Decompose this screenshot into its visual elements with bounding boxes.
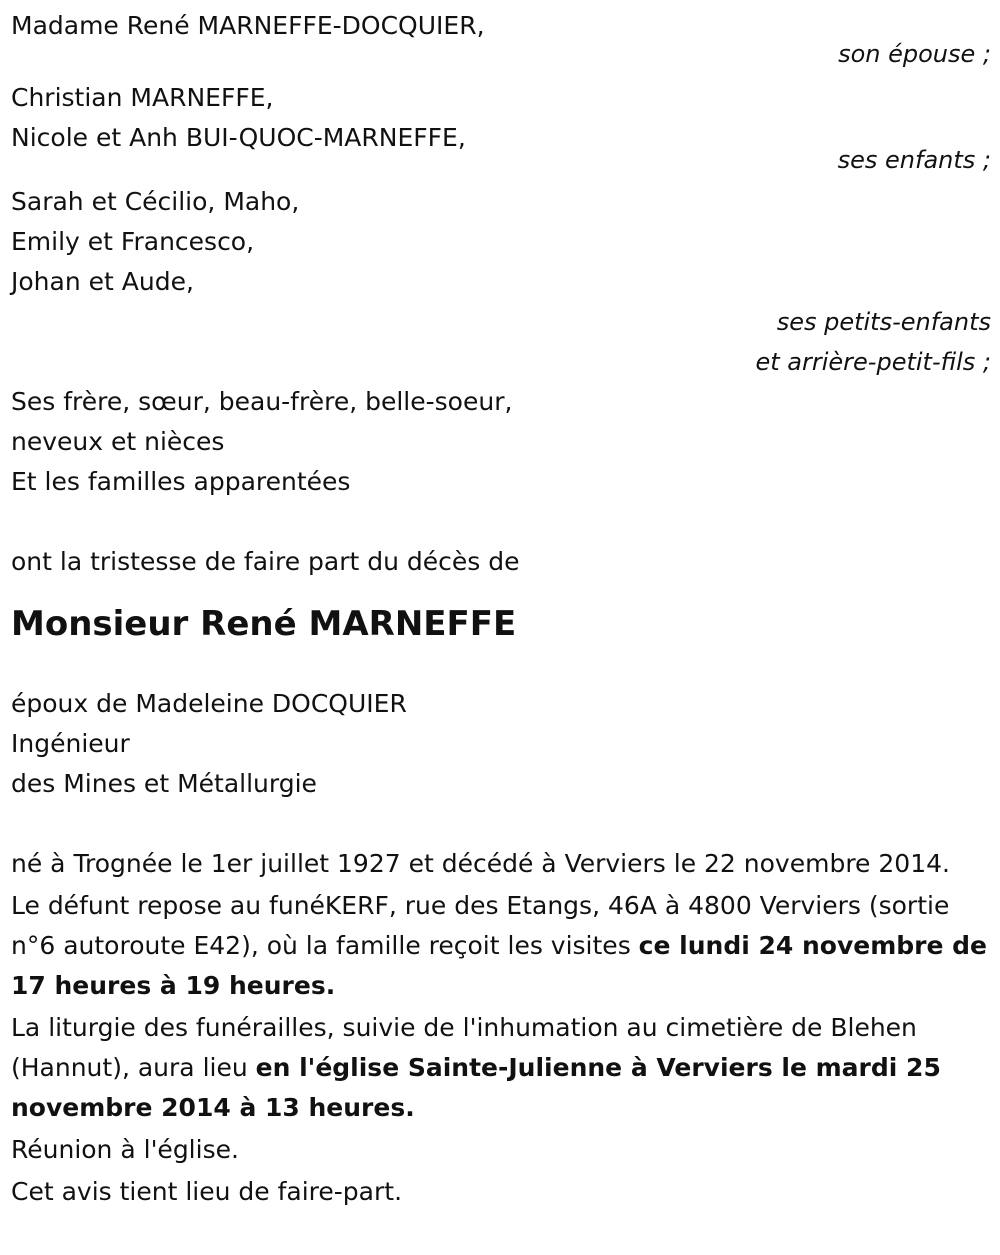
grandchild-line: Johan et Aude, xyxy=(11,267,194,296)
visitation-text: Le défunt repose au funéKERF, rue des Etangs, 46A à 4800 Verviers (sortie n°6 autoroute E42), où la famille reçoit les visites xyxy=(11,891,950,960)
announcement: ont la tristesse de faire part du décès de xyxy=(11,547,520,576)
spouse-role: son épouse ; xyxy=(838,40,991,68)
funeral-text: La liturgie des funérailles, suivie de l'inhumation au cimetière de Blehen (Hannut), aura lieu xyxy=(11,1013,917,1082)
relatives-line: Ses frère, sœur, beau-frère, belle-soeur, xyxy=(11,387,513,416)
grandchild-line: Sarah et Cécilio, Maho, xyxy=(11,187,300,216)
visitation-paragraph xyxy=(11,886,991,1006)
child-line: Nicole et Anh BUI-QUOC-MARNEFFE, xyxy=(11,123,466,152)
children-role: ses enfants ; xyxy=(837,146,991,174)
funeral-time-place: en l'église Sainte-Julienne à Verviers le mardi 25 novembre 2014 à 13 heures. xyxy=(11,1053,941,1122)
detail-line: Ingénieur xyxy=(11,729,130,758)
grandchildren-role: ses petits-enfants xyxy=(776,308,991,336)
funeral-paragraph xyxy=(11,1008,991,1128)
detail-line: des Mines et Métallurgie xyxy=(11,769,317,798)
detail-line: époux de Madeleine DOCQUIER xyxy=(11,689,407,718)
visitation-time: ce lundi 24 novembre de 17 heures à 19 heures. xyxy=(11,931,987,1000)
spouse-name: Madame René MARNEFFE-DOCQUIER, xyxy=(11,11,485,40)
relatives-line: neveux et nièces xyxy=(11,427,225,456)
relatives-line: Et les familles apparentées xyxy=(11,467,351,496)
notice-note: Cet avis tient lieu de faire-part. xyxy=(11,1177,403,1206)
great-grandchildren-role: et arrière-petit-fils ; xyxy=(755,348,991,376)
obituary-notice xyxy=(11,6,991,1214)
deceased-name: Monsieur René MARNEFFE xyxy=(11,604,517,644)
grandchild-line: Emily et Francesco, xyxy=(11,227,255,256)
birth-death: né à Trognée le 1er juillet 1927 et décédé à Verviers le 22 novembre 2014. xyxy=(11,849,950,878)
gathering-note: Réunion à l'église. xyxy=(11,1135,239,1164)
child-line: Christian MARNEFFE, xyxy=(11,83,274,112)
